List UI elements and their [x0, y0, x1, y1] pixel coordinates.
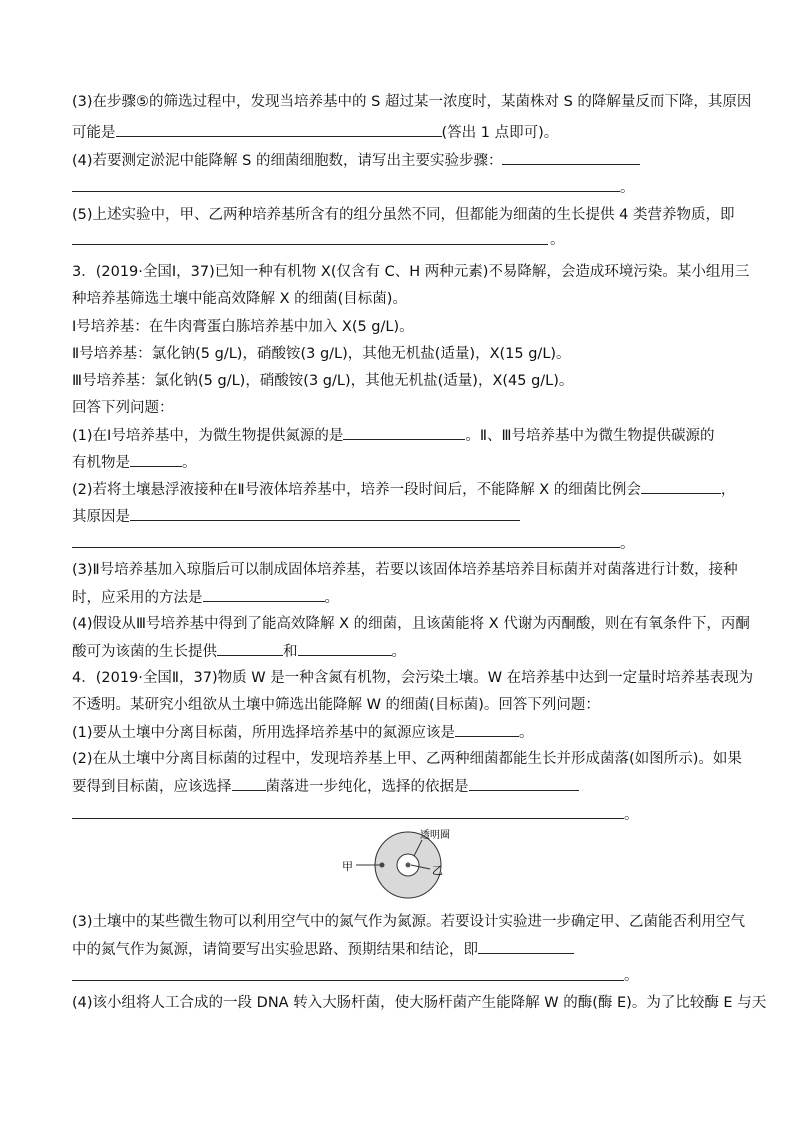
q3-p4-blank-2[interactable]	[298, 641, 392, 656]
label-a: 甲	[342, 860, 353, 873]
colony-figure	[336, 826, 466, 902]
label-b: 乙	[432, 864, 443, 877]
colony-b	[406, 863, 411, 868]
q2-p3-line1: (3)在步骤⑤的筛选过程中，发现当培养基中的 S 超过某一浓度时，某菌株对 S 的降解量反而下降，其原因	[72, 94, 752, 110]
q3-medium-2: Ⅱ号培养基：氯化钠(5 g/L)，硝酸铵(3 g/L)，其他无机盐(适量)，X(15 g/L)。	[72, 346, 571, 362]
q4-p4-line1: (4)该小组将人工合成的一段 DNA 转入大肠杆菌，使大肠杆菌产生能降解 W 的酶(酶 E)。为了比较酶 E 与天	[72, 995, 767, 1011]
q2-p5-line1: (5)上述实验中，甲、乙两种培养基所含有的组分虽然不同，但都能为细菌的生长提供 4 类营养物质，即	[72, 207, 735, 223]
q4-p2-period: 。	[624, 807, 639, 823]
q2-p4-line1: (4)若要测定淤泥中能降解 S 的细菌细胞数，请写出主要实验步骤：	[72, 150, 640, 171]
q3-p3-method-blank[interactable]	[203, 587, 325, 602]
q4-p3-line1: (3)土壤中的某些微生物可以利用空气中的氮气作为氮源。若要设计实验进一步确定甲、乙菌能否利用空气	[72, 914, 746, 930]
q3-p4-line2: 酸可为该菌的生长提供 和 。	[72, 641, 406, 662]
q3-p1-line1: (1)在Ⅰ号培养基中，为微生物提供氮源的是 。Ⅱ、Ⅲ号培养基中为微生物提供碳源的	[72, 425, 714, 446]
q4-p2-line2: 要得到目标菌，应该选择 菌落进一步纯化，选择的依据是	[72, 776, 579, 797]
q4-p3-line2: 中的氮气作为氮源，请简要写出实验思路、预期结果和结论，即	[72, 939, 574, 960]
q3-p2-period: 。	[620, 536, 635, 552]
q4-p2-reason-blank[interactable]	[469, 776, 579, 791]
q4-p1-nitrogen-blank[interactable]	[455, 722, 519, 737]
q2-p5-period: 。	[550, 232, 565, 248]
q2-p4-answer-blank[interactable]	[502, 150, 640, 165]
q3-p2-ratio-blank[interactable]	[641, 479, 721, 494]
q4-p1: (1)要从土壤中分离目标菌，所用选择培养基中的氮源应该是 。	[72, 722, 534, 743]
label-clear-zone: 透明圈	[420, 830, 450, 841]
q3-p1-carbon-blank[interactable]	[130, 452, 182, 467]
q4-p2-colony-blank[interactable]	[232, 776, 266, 791]
q4-intro-line1: 4．(2019·全国Ⅱ，37)物质 W 是一种含氮有机物，会污染土壤。W 在培养基中达到一定量时培养基表现为	[72, 670, 754, 686]
q3-p2-line2: 其原因是	[72, 506, 520, 527]
q2-p5-answer-line[interactable]	[72, 244, 548, 245]
q3-p1-line2: 有机物是 。	[72, 452, 197, 473]
q4-p2-answer-line[interactable]	[72, 818, 624, 819]
q2-p4-period: 。	[620, 180, 635, 196]
q3-intro-line1: 3．(2019·全国Ⅰ，37)已知一种有机物 X(仅含有 C、H 两种元素)不易降解，会造成环境污染。某小组用三	[72, 264, 750, 280]
q3-ask: 回答下列问题：	[72, 400, 174, 416]
q3-p2-line1: (2)若将土壤悬浮液接种在Ⅱ号液体培养基中，培养一段时间后，不能降解 X 的细菌比例会 ，	[72, 479, 735, 500]
q3-p4-line1: (4)假设从Ⅲ号培养基中得到了能高效降解 X 的细菌，且该菌能将 X 代谢为丙酮酸，则在有氧条件下，丙酮	[72, 616, 750, 632]
q2-p3-answer-blank[interactable]	[116, 122, 442, 137]
q3-intro-line2: 种培养基筛选土壤中能高效降解 X 的细菌(目标菌)。	[72, 291, 407, 307]
q3-p1-nitrogen-blank[interactable]	[343, 425, 465, 440]
q4-p3-answer-blank[interactable]	[478, 939, 574, 954]
q2-p4-answer-line[interactable]	[72, 191, 620, 192]
q3-medium-1: Ⅰ号培养基：在牛肉膏蛋白胨培养基中加入 X(5 g/L)。	[72, 319, 414, 335]
q4-intro-line2: 不透明。某研究小组欲从土壤中筛选出能降解 W 的细菌(目标菌)。回答下列问题：	[72, 697, 600, 713]
q3-p3-line2: 时，应采用的方法是 。	[72, 587, 339, 608]
q2-p3-line2: 可能是 (答出 1 点即可)。	[72, 122, 558, 143]
q4-p3-answer-line[interactable]	[72, 980, 624, 981]
q4-p2-line1: (2)在从土壤中分离目标菌的过程中，发现培养基上甲、乙两种细菌都能生长并形成菌落(如图所示)。如果	[72, 751, 742, 767]
q3-medium-3: Ⅲ号培养基：氯化钠(5 g/L)，硝酸铵(3 g/L)，其他无机盐(适量)，X(45 g/L)。	[72, 373, 574, 389]
q4-p3-period: 。	[624, 968, 639, 984]
colony-a	[380, 863, 385, 868]
q3-p3-line1: (3)Ⅱ号培养基加入琼脂后可以制成固体培养基，若要以该固体培养基培养目标菌并对菌落进行计数，接种	[72, 562, 738, 578]
q3-p2-answer-line[interactable]	[72, 547, 620, 548]
q3-p4-blank-1[interactable]	[217, 641, 283, 656]
q3-p2-reason-blank[interactable]	[130, 506, 520, 521]
